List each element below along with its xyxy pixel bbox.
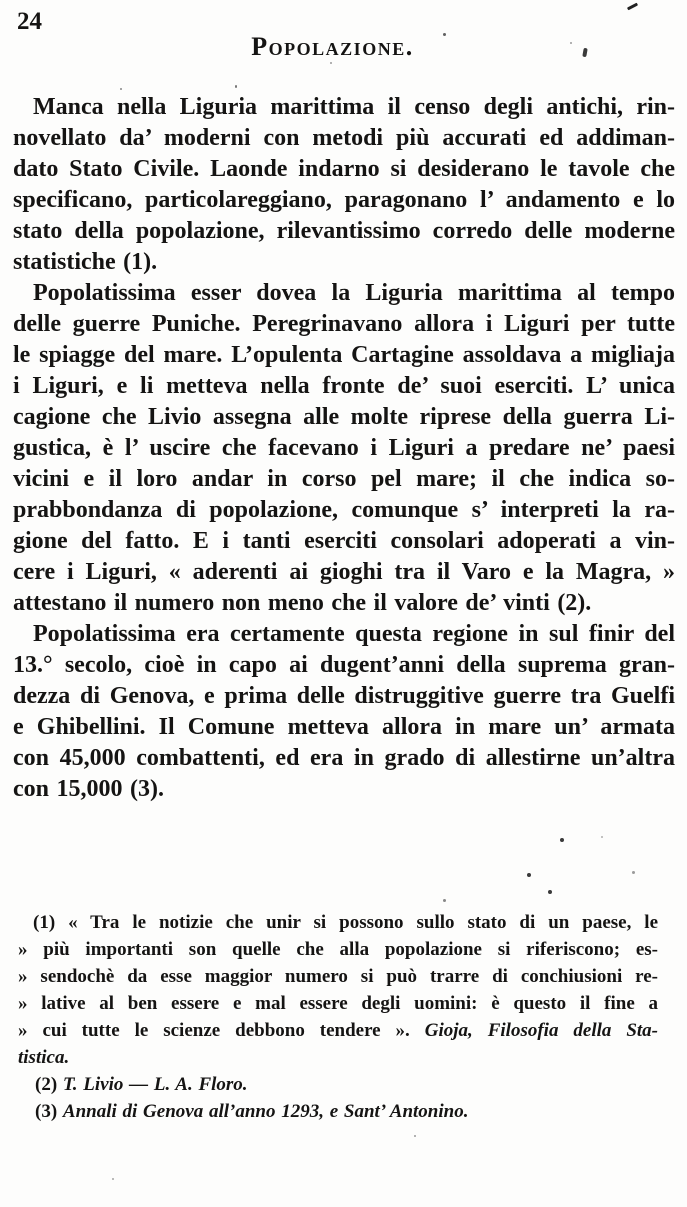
footnote-line	[18, 936, 658, 963]
footnote-line	[18, 1044, 658, 1071]
text-line: i Liguri, e li metteva nella fronte de’ suoi eserciti. L’ unica	[13, 373, 675, 399]
text-line: attestano il numero non meno che il valore de’ vinti (2).	[13, 590, 592, 616]
footnote-text: (2)	[35, 1074, 63, 1095]
text-line: le spiagge del mare. L’opulenta Cartagine assoldava a migliaja	[13, 342, 675, 368]
footnotes	[18, 909, 658, 1125]
footnote-citation: T. Livio — L. A. Floro.	[62, 1074, 248, 1095]
text-line: Manca nella Liguria marittima il censo degli antichi, rin-	[33, 94, 675, 120]
scan-speck	[443, 899, 446, 902]
paragraph	[13, 619, 675, 805]
footnote-citation: tistica.	[18, 1047, 70, 1068]
scan-speck	[560, 838, 564, 842]
paragraph	[13, 278, 675, 619]
text-line: specificano, particolareggiano, paragonano l’ andamento e lo	[13, 187, 675, 213]
footnote	[18, 1071, 658, 1098]
footnote-text: (3)	[35, 1101, 63, 1122]
scan-speck	[632, 871, 635, 874]
text-line: statistiche (1).	[13, 249, 158, 275]
text-line: stato della popolazione, rilevantissimo corredo delle moderne	[13, 218, 675, 244]
scan-speck	[112, 1178, 114, 1180]
text-line: cagione che Livio assegna alle molte riprese della guerra Li-	[13, 404, 675, 430]
text-line: con 15,000 (3).	[13, 776, 164, 802]
scan-speck	[570, 42, 572, 44]
footnote-text: » più importanti son quelle che alla popolazione si riferiscono; es-	[18, 939, 658, 960]
paragraph	[13, 92, 675, 278]
text-line: Popolatissima era certamente questa regione in sul finir del	[33, 621, 675, 647]
scan-mark	[627, 3, 638, 11]
text-line: e Ghibellini. Il Comune metteva allora in mare un’ armata	[13, 714, 675, 740]
footnote-line	[18, 963, 658, 990]
text-line: dezza di Genova, e prima delle distruggitive guerre tra Guelfi	[13, 683, 675, 709]
scan-speck	[235, 85, 237, 88]
scan-speck	[414, 1135, 416, 1137]
footnote-line	[18, 1098, 658, 1125]
text-line: cere i Liguri, « aderenti ai gioghi tra il Varo e la Magra, »	[13, 559, 675, 585]
footnote-line	[18, 1071, 658, 1098]
scan-speck	[330, 62, 332, 64]
footnote-text: (1) « Tra le notizie che unir si possono sullo stato di un paese, le	[33, 912, 658, 933]
text-line: prabbondanza di popolazione, comunque s’ interpreti la ra-	[13, 497, 675, 523]
text-line: novellato da’ moderni con metodi più accurati ed addiman-	[13, 125, 675, 151]
footnote	[18, 909, 658, 1071]
scan-speck	[120, 88, 122, 90]
footnote-text: » lative al ben essere e mal essere degli uomini: è questo il fine a	[18, 993, 658, 1014]
footnote-text: » cui tutte le scienze debbono tendere ».	[18, 1020, 425, 1041]
text-line: gione del fatto. E i tanti eserciti consolari adoperati a vin-	[13, 528, 675, 554]
scan-speck	[601, 836, 603, 838]
footnote-line	[18, 909, 658, 936]
text-line: 13.° secolo, cioè in capo ai dugent’anni della suprema gran-	[13, 652, 675, 678]
text-line: Popolatissima esser dovea la Liguria marittima al tempo	[33, 280, 675, 306]
text-line: gustica, è l’ uscire che facevano i Liguri a predare ne’ paesi	[13, 435, 675, 461]
footnote-citation: Gioja, Filosofia della Sta-	[424, 1020, 658, 1041]
text-line: con 45,000 combattenti, ed era in grado di allestirne un’altra	[13, 745, 675, 771]
text-line: vicini e il loro andar in corso pel mare; il che indica so-	[13, 466, 675, 492]
scan-speck	[443, 33, 446, 36]
body-text	[13, 92, 675, 805]
running-header: Popolazione.	[251, 32, 414, 61]
text-line: delle guerre Puniche. Peregrinavano allora i Liguri per tutte	[13, 311, 675, 337]
footnote	[18, 1098, 658, 1125]
page-number: 24	[17, 8, 42, 35]
footnote-line	[18, 990, 658, 1017]
footnote-citation: Annali di Genova all’anno 1293, e Sant’ Antonino.	[62, 1101, 469, 1122]
scan-speck	[527, 873, 531, 877]
footnote-text: » sendochè da esse maggior numero si può trarre di conchiusioni re-	[18, 966, 658, 987]
scan-speck	[548, 890, 552, 894]
footnote-line	[18, 1017, 658, 1044]
text-line: dato Stato Civile. Laonde indarno si desiderano le tavole che	[13, 156, 675, 182]
